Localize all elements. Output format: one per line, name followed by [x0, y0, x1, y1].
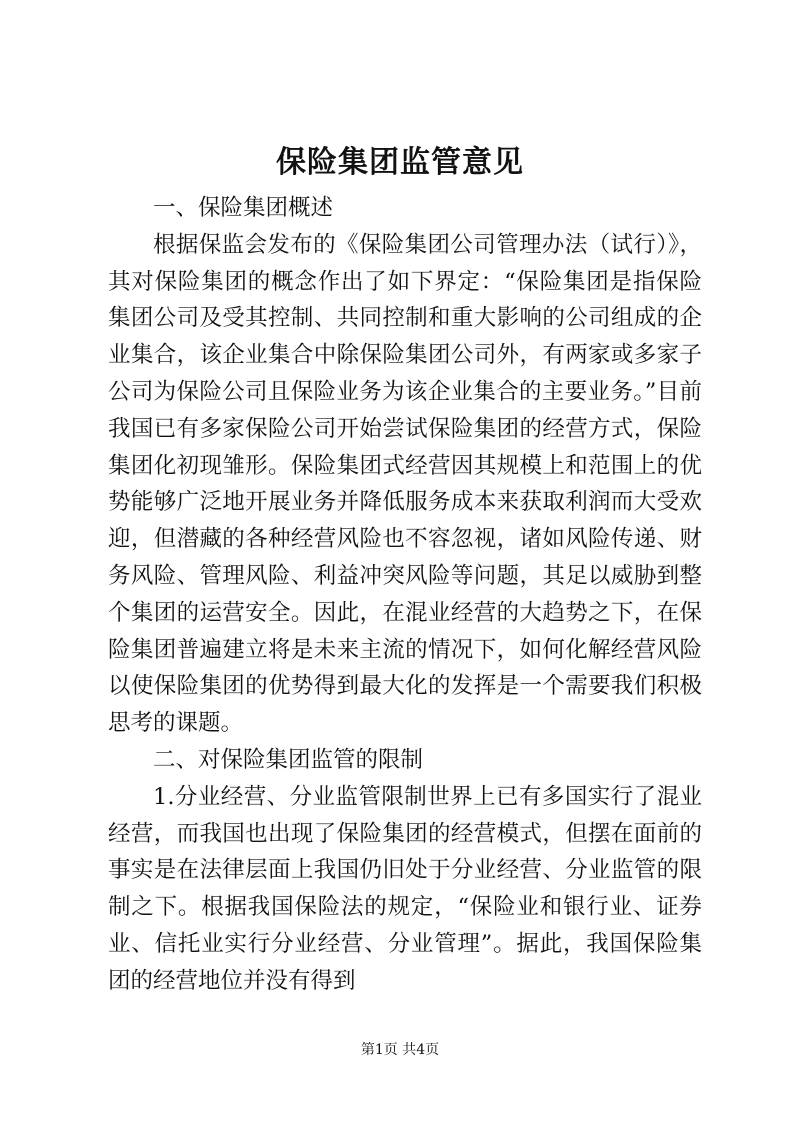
page-footer: 第1页 共4页 — [360, 1042, 440, 1058]
paragraph-overview: 根据保监会发布的《保险集团公司管理办法（试行）》，其对保险集团的概念作出了如下界定：“保险集团是指保险集团公司及受其控制、共同控制和重大影响的公司组成的企业集合，该企业集合中除保险集团公司外，有两家或多家子公司为保险公司且保险业务为该企业集合的主要业务。”目前我国已有多家保险公司开始尝试保险集团的经营方式，保险集团化初现雏形。保险集团式经营因其规模上和范围上的优势能够广泛地开展业务并降低服务成本来获取利润而大受欢迎，但潜藏的各种经营风险也不容忽视，诸如风险传递、财务风险、管理风险、利益冲突风险等问题，其足以威胁到整个集团的运营安全。因此，在混业经营的大趋势之下，在保险集团普遍建立将是未来主流的情况下，如何化解经营风险以使保险集团的优势得到最大化的发挥是一个需要我们积极思考的课题。 — [108, 231, 702, 737]
paragraph-limits: 1.分业经营、分业监管限制世界上已有多国实行了混业经营，而我国也出现了保险集团的经营模式，但摆在面前的事实是在法律层面上我国仍旧处于分业经营、分业监管的限制之下。根据我国保险法的规定，“保险业和银行业、证券业、信托业实行分业经营、分业管理”。据此，我国保险集团的经营地位并没有得到 — [108, 783, 702, 994]
document-body — [108, 190, 702, 1000]
document-title: 保险集团监管意见 — [276, 145, 524, 180]
section-heading-overview: 一、保险集团概述 — [153, 195, 334, 221]
section-heading-limits: 二、对保险集团监管的限制 — [153, 746, 424, 773]
